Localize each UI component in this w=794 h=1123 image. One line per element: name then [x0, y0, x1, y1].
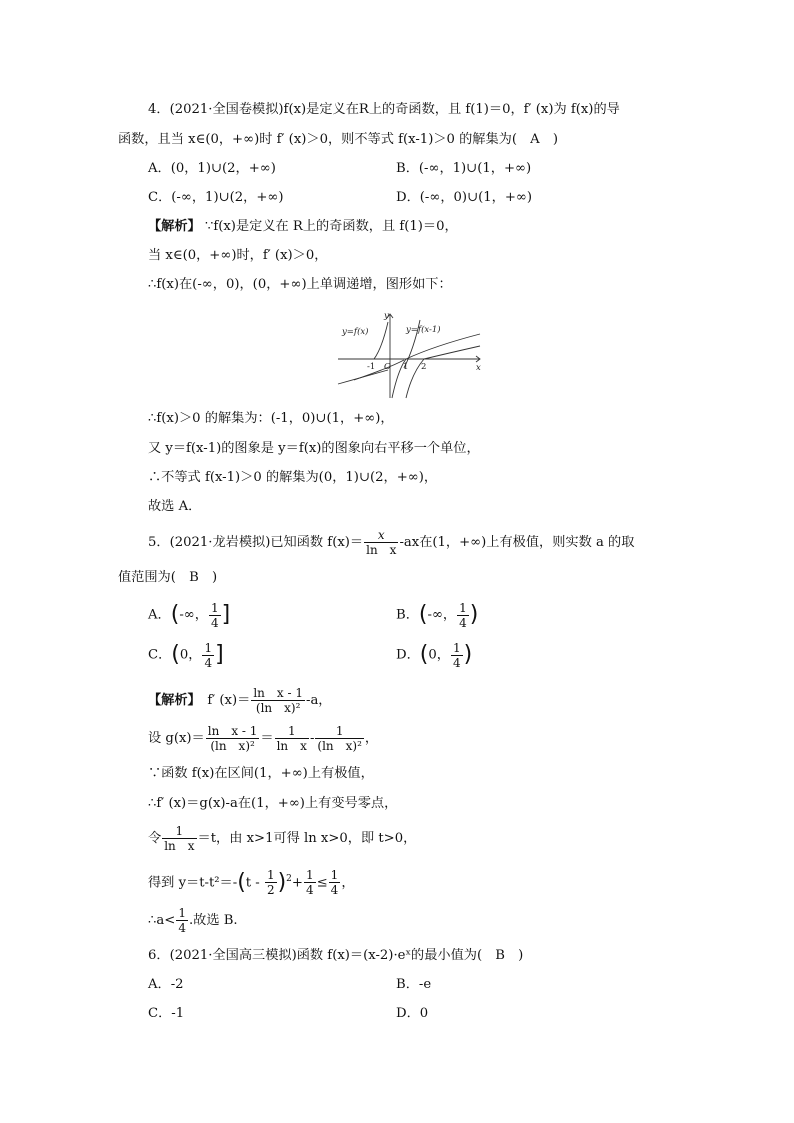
q4-solution-text1: ∵f(x)是定义在 R上的奇函数，且 f(1)＝0， [204, 219, 458, 234]
q5-s5-pre: 令 [148, 831, 162, 846]
q4-solution-line2: 当 x∈(0，+∞)时，f′ (x)＞0， [148, 248, 328, 263]
q5-solution-line1 [148, 684, 332, 718]
q5-s2-eq: ＝ [260, 731, 274, 746]
q5-stem-fraction [364, 528, 398, 557]
q4-solution-tag: 【解析】 [148, 219, 201, 234]
q5-s1-post: -a， [305, 693, 332, 708]
q5-option-d: D．(0， $\frac{1}{4}$ ) [396, 640, 473, 670]
q5-stem-line2: 值范围为( B ) [118, 570, 218, 585]
q5-s7-num: 1 [178, 906, 186, 920]
q4-solution-line1 [148, 218, 458, 236]
q5-s7-post: .故选 B. [188, 913, 238, 928]
q5-option-a: A．(-∞， $\frac{1}{4}$ ] [148, 600, 231, 630]
label-fx1: y=f(x-1) [406, 325, 441, 335]
q5-s2-pre: 设 g(x)＝ [148, 731, 205, 746]
q5-stem-pre: 5．(2021·龙岩模拟)已知函数 f(x)＝ [148, 535, 364, 550]
q5-optc-num: 1 [204, 640, 213, 655]
q5-s6-num2: 1 [305, 868, 314, 883]
q5-solution-line6: 得到 y＝t-t²＝-(t - $\frac{1}{2}$ )$^2$+ $\frac{1}{4}$ ≤ $\frac{1}{4}$ ， [148, 868, 355, 898]
q4-solution-line3: ∴f(x)在(-∞，0)，(0，+∞)上单调递增，图形如下： [148, 277, 452, 292]
q5-s5-den: ln x [164, 839, 195, 853]
q5-s6-den1: 2 [266, 883, 275, 898]
q4-option-c: C．(-∞，1)∪(2，+∞) [148, 190, 284, 205]
q5-s6-pre: 得到 y＝t-t²＝- [148, 875, 238, 891]
q5-s1-den: (ln x)² [255, 701, 301, 715]
q5-s6-mid: t - [245, 875, 264, 891]
q5-optd-label: D． [396, 647, 420, 663]
q4-stem-line2: 函数，且当 x∈(0，+∞)时 f′ (x)＞0，则不等式 f(x-1)＞0 的解集为( A ) [118, 132, 559, 147]
q5-s5-post: ＝t，由 x>1可得 ln x>0，即 t>0， [197, 831, 417, 846]
q5-optd-num: 1 [452, 640, 461, 655]
q5-s6-num1: 1 [266, 868, 275, 883]
q5-optb-label: B． [396, 607, 419, 623]
q4-solution-line5: 又 y＝f(x-1)的图象是 y＝f(x)的图象向右平移一个单位， [148, 441, 480, 456]
q5-optc-left: 0， [179, 647, 202, 663]
q5-s2-den1: (ln x)² [210, 739, 255, 753]
q5-s1-pre: f′ (x)＝ [207, 693, 251, 708]
q4-option-a: A．(0，1)∪(2，+∞) [148, 161, 276, 176]
q5-stem-line1 [148, 526, 634, 560]
q5-optb-num: 1 [459, 600, 467, 615]
q6-option-c: C．-1 [148, 1006, 185, 1021]
q5-opta-den: 4 [210, 615, 219, 630]
q5-s6-post: ， [341, 875, 355, 891]
q5-s2-den3: (ln x)² [317, 739, 362, 753]
q6-stem: 6．(2021·全国高三模拟)函数 f(x)＝(x-2)·eˣ的最小值为( B ) [148, 948, 524, 963]
q5-solution-line5 [148, 822, 416, 856]
q4-solution-line4: ∴f(x)＞0 的解集为：(-1，0)∪(1，+∞)， [148, 411, 394, 426]
q4-stem-line1: 4．(2021·全国卷模拟)f(x)是定义在R上的奇函数，且 f(1)＝0，f′ (x)为 f(x)的导 [148, 102, 620, 117]
tick-2: 2 [421, 362, 427, 372]
q4-option-d: D．(-∞，0)∪(1，+∞) [396, 190, 533, 205]
q5-optd-den: 4 [452, 655, 461, 670]
q5-solution-line2 [148, 722, 378, 756]
q5-s6-plus: + [291, 875, 303, 891]
q5-s1-num: ln x - 1 [253, 686, 303, 700]
q5-s2-den2: ln x [276, 739, 307, 753]
q4-option-b: B．(-∞，1)∪(1，+∞) [396, 161, 532, 176]
q5-optc-label: C． [148, 647, 172, 663]
function-graph [334, 308, 486, 400]
q4-solution-line6: ∴不等式 f(x-1)＞0 的解集为(0，1)∪(2，+∞)， [148, 470, 438, 485]
q5-s6-num3: 1 [330, 868, 339, 883]
q5-option-c: C．(0， $\frac{1}{4}$ ] [148, 640, 224, 670]
q5-optc-den: 4 [204, 655, 213, 670]
q5-solution-tag: 【解析】 [148, 693, 195, 708]
q5-s6-den3: 4 [330, 883, 339, 898]
q5-frac-den: ln x [366, 543, 397, 557]
q5-s2-num3: 1 [315, 724, 364, 739]
q5-stem-post: -ax在(1，+∞)上有极值，则实数 a 的取 [399, 535, 635, 550]
axis-label-x: x [476, 363, 481, 373]
q5-optb-left: -∞， [427, 607, 457, 623]
q5-solution-line4: ∴f′ (x)＝g(x)-a在(1，+∞)上有变号零点， [148, 796, 398, 811]
q5-s5-num: 1 [162, 824, 196, 839]
q5-option-b: B．(-∞， $\frac{1}{4}$ ) [396, 600, 479, 630]
q4-solution-line7: 故选 A． [148, 499, 202, 514]
q5-opta-left: -∞， [179, 607, 208, 623]
q5-optd-left: 0， [428, 647, 450, 663]
q5-frac-num: x [364, 528, 398, 543]
label-fx: y=f(x) [342, 327, 369, 337]
q5-s7-den: 4 [178, 921, 186, 935]
tick-1: 1 [403, 362, 409, 372]
axis-label-y: y [384, 311, 389, 321]
q6-option-d: D．0 [396, 1006, 429, 1021]
fx1-curve-left [354, 360, 404, 380]
q6-option-b: B．-e [396, 977, 432, 992]
fx-curve-left-upper [374, 322, 388, 359]
q5-s2-post: ， [364, 731, 379, 746]
q5-s6-sq: 2 [286, 874, 292, 884]
q5-opta-num: 1 [210, 600, 219, 615]
q5-s6-den2: 4 [305, 883, 314, 898]
q5-s2-minus: - [309, 731, 315, 746]
origin-label: O [384, 362, 391, 372]
tick-minus-1: -1 [367, 362, 376, 372]
q5-s7-pre: ∴a< [148, 913, 176, 928]
q5-solution-line7 [148, 904, 238, 938]
q5-solution-line3: ∵函数 f(x)在区间(1，+∞)上有极值， [148, 766, 374, 781]
q5-optb-den: 4 [459, 615, 467, 630]
q6-option-a: A．-2 [148, 977, 184, 992]
q5-opta-label: A． [148, 607, 171, 623]
q5-s2-num1: ln x - 1 [207, 724, 258, 738]
q5-s6-le: ≤ [316, 875, 328, 891]
q5-s2-num2: 1 [275, 724, 309, 739]
